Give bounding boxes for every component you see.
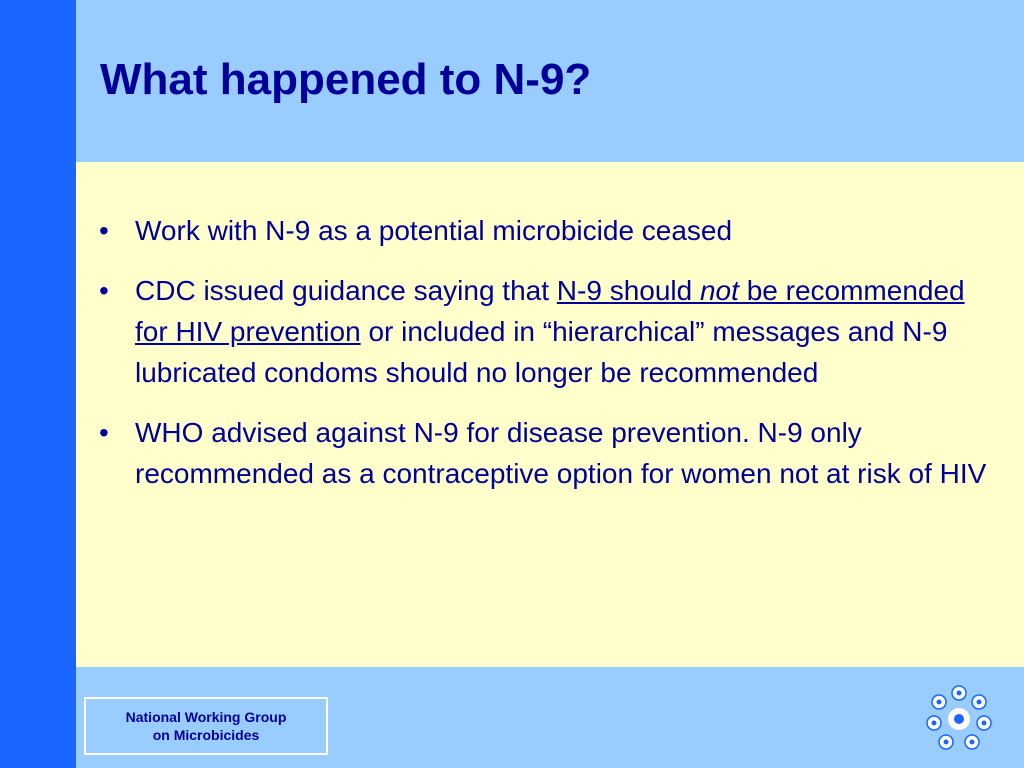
bullet-item	[99, 210, 989, 251]
bullet-item	[99, 270, 989, 393]
organization-name-line1: National Working Group	[125, 709, 287, 725]
bullet-text: WHO advised against N-9 for disease prevention. N-9 only recommended as a contraceptive option for women not at risk of HIV	[135, 417, 987, 489]
organization-label	[84, 697, 328, 755]
organization-name-line2: on Microbicides	[152, 727, 260, 743]
bullet-text: Work with N-9 as a potential microbicide ceased	[135, 215, 733, 246]
bullet-text: CDC issued guidance saying that	[135, 275, 557, 306]
bullet-text: or included in “hierarchical” messages and N-9 lubricated condoms should no longer be recommended	[135, 316, 948, 388]
underlined-text: be recommended for HIV prevention	[135, 275, 965, 347]
underlined-text: N-9 should	[556, 275, 700, 306]
microbicides-logo-icon	[922, 682, 996, 756]
slide-title: What happened to N-9?	[100, 55, 592, 104]
italic-emphasis-text: not	[699, 275, 739, 306]
bullet-list	[99, 210, 989, 513]
bullet-icon: •	[99, 417, 109, 448]
bullet-item	[99, 412, 989, 494]
bullet-icon: •	[99, 275, 109, 306]
bullet-icon: •	[99, 215, 109, 246]
left-accent-bar	[0, 0, 76, 768]
